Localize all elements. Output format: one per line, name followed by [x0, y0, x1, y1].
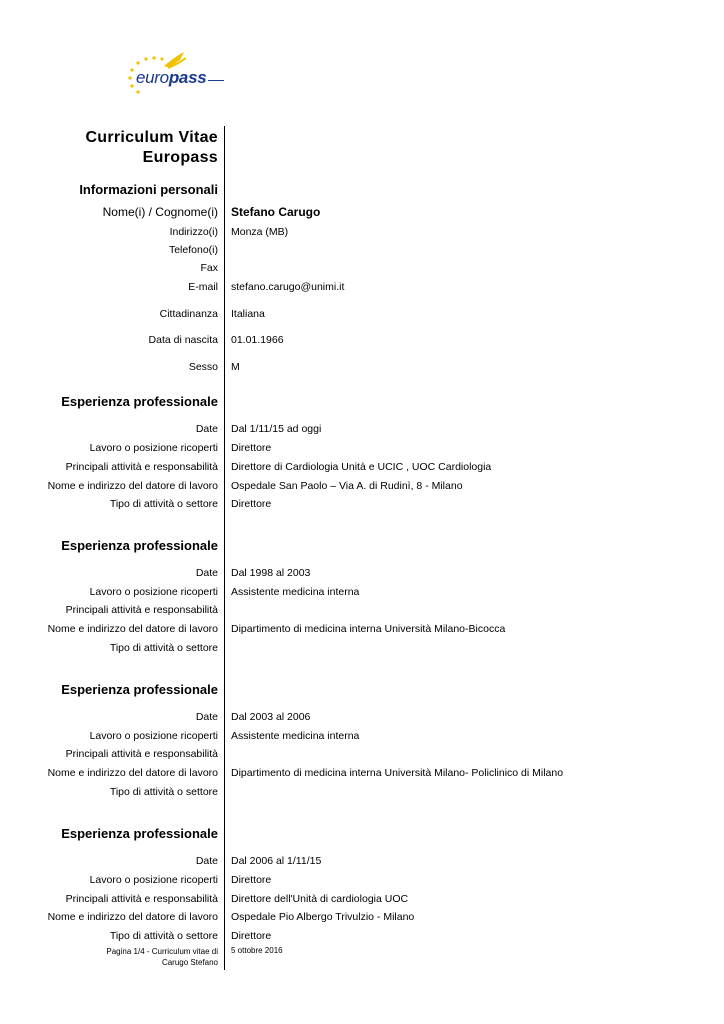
europass-wordmark: europass [136, 68, 207, 87]
date-value: Dal 1998 al 2003 [231, 567, 311, 579]
date-label: Date [195, 711, 218, 723]
logo-rule [208, 80, 224, 81]
job-value: Direttore [231, 874, 272, 886]
job-label: Lavoro o posizione ricoperti [89, 874, 218, 886]
citizenship-value: Italiana [231, 308, 265, 320]
address-label: Indirizzo(i) [169, 226, 218, 238]
activities-label: Principali attività e responsabilità [65, 461, 218, 473]
birth-label: Data di nascita [148, 334, 218, 346]
job-label: Lavoro o posizione ricoperti [89, 442, 218, 454]
name-label: Nome(i) / Cognome(i) [102, 205, 218, 219]
date-value: Dal 1/11/15 ad oggi [231, 423, 322, 435]
cv-title [85, 128, 218, 168]
column-divider [224, 126, 225, 970]
activities-value: Direttore di Cardiologia Unità e UCIC , UOC Cardiologia [231, 461, 492, 473]
footer-page-line2: Carugo Stefano [161, 958, 218, 967]
footer-date: 5 ottobre 2016 [231, 946, 283, 955]
citizenship-label: Cittadinanza [159, 308, 218, 320]
experience-heading: Esperienza professionale [61, 538, 218, 553]
sex-value: M [231, 361, 240, 373]
date-label: Date [195, 423, 218, 435]
employer-label: Nome e indirizzo del datore di lavoro [47, 623, 218, 635]
sex-label: Sesso [188, 361, 218, 373]
job-value: Assistente medicina interna [231, 586, 360, 598]
experience-heading: Esperienza professionale [61, 826, 218, 841]
fax-label: Fax [200, 262, 218, 274]
sector-label: Tipo di attività o settore [109, 498, 218, 510]
date-label: Date [195, 567, 218, 579]
personal-info-heading: Informazioni personali [79, 182, 218, 197]
birth-value: 01.01.1966 [231, 334, 284, 346]
employer-value: Dipartimento di medicina interna Università Milano- Policlinico di Milano [231, 767, 564, 779]
job-value: Direttore [231, 442, 272, 454]
name-value: Stefano Carugo [231, 205, 321, 219]
activities-label: Principali attività e responsabilità [65, 604, 218, 616]
date-value: Dal 2003 al 2006 [231, 711, 311, 723]
sector-label: Tipo di attività o settore [109, 786, 218, 798]
activities-label: Principali attività e responsabilità [65, 893, 218, 905]
job-value: Assistente medicina interna [231, 730, 360, 742]
email-value: stefano.carugo@unimi.it [231, 281, 345, 293]
page-footer [106, 946, 218, 968]
cv-title-line1: Curriculum Vitae [85, 129, 218, 146]
activities-label: Principali attività e responsabilità [65, 748, 218, 760]
employer-value: Dipartimento di medicina interna Università Milano-Bicocca [231, 623, 506, 635]
phone-label: Telefono(i) [168, 244, 218, 256]
date-value: Dal 2006 al 1/11/15 [231, 855, 322, 867]
europass-logo [124, 46, 234, 102]
job-label: Lavoro o posizione ricoperti [89, 730, 218, 742]
date-label: Date [195, 855, 218, 867]
footer-page-line1: Pagina 1/4 - Curriculum vitae di [106, 947, 218, 956]
address-value: Monza (MB) [231, 226, 289, 238]
employer-label: Nome e indirizzo del datore di lavoro [47, 480, 218, 492]
employer-value: Ospedale San Paolo – Via A. di Rudinì, 8 - Milano [231, 480, 463, 492]
sector-value: Direttore [231, 498, 272, 510]
experience-heading: Esperienza professionale [61, 682, 218, 697]
sector-value: Direttore [231, 930, 272, 942]
activities-value: Direttore dell'Unità di cardiologia UOC [231, 893, 409, 905]
employer-label: Nome e indirizzo del datore di lavoro [47, 767, 218, 779]
experience-heading: Esperienza professionale [61, 394, 218, 409]
sector-label: Tipo di attività o settore [109, 642, 218, 654]
email-label: E-mail [188, 281, 218, 293]
employer-label: Nome e indirizzo del datore di lavoro [47, 911, 218, 923]
sector-label: Tipo di attività o settore [109, 930, 218, 942]
employer-value: Ospedale Pio Albergo Trivulzio - Milano [231, 911, 415, 923]
job-label: Lavoro o posizione ricoperti [89, 586, 218, 598]
cv-title-line2: Europass [142, 149, 218, 166]
